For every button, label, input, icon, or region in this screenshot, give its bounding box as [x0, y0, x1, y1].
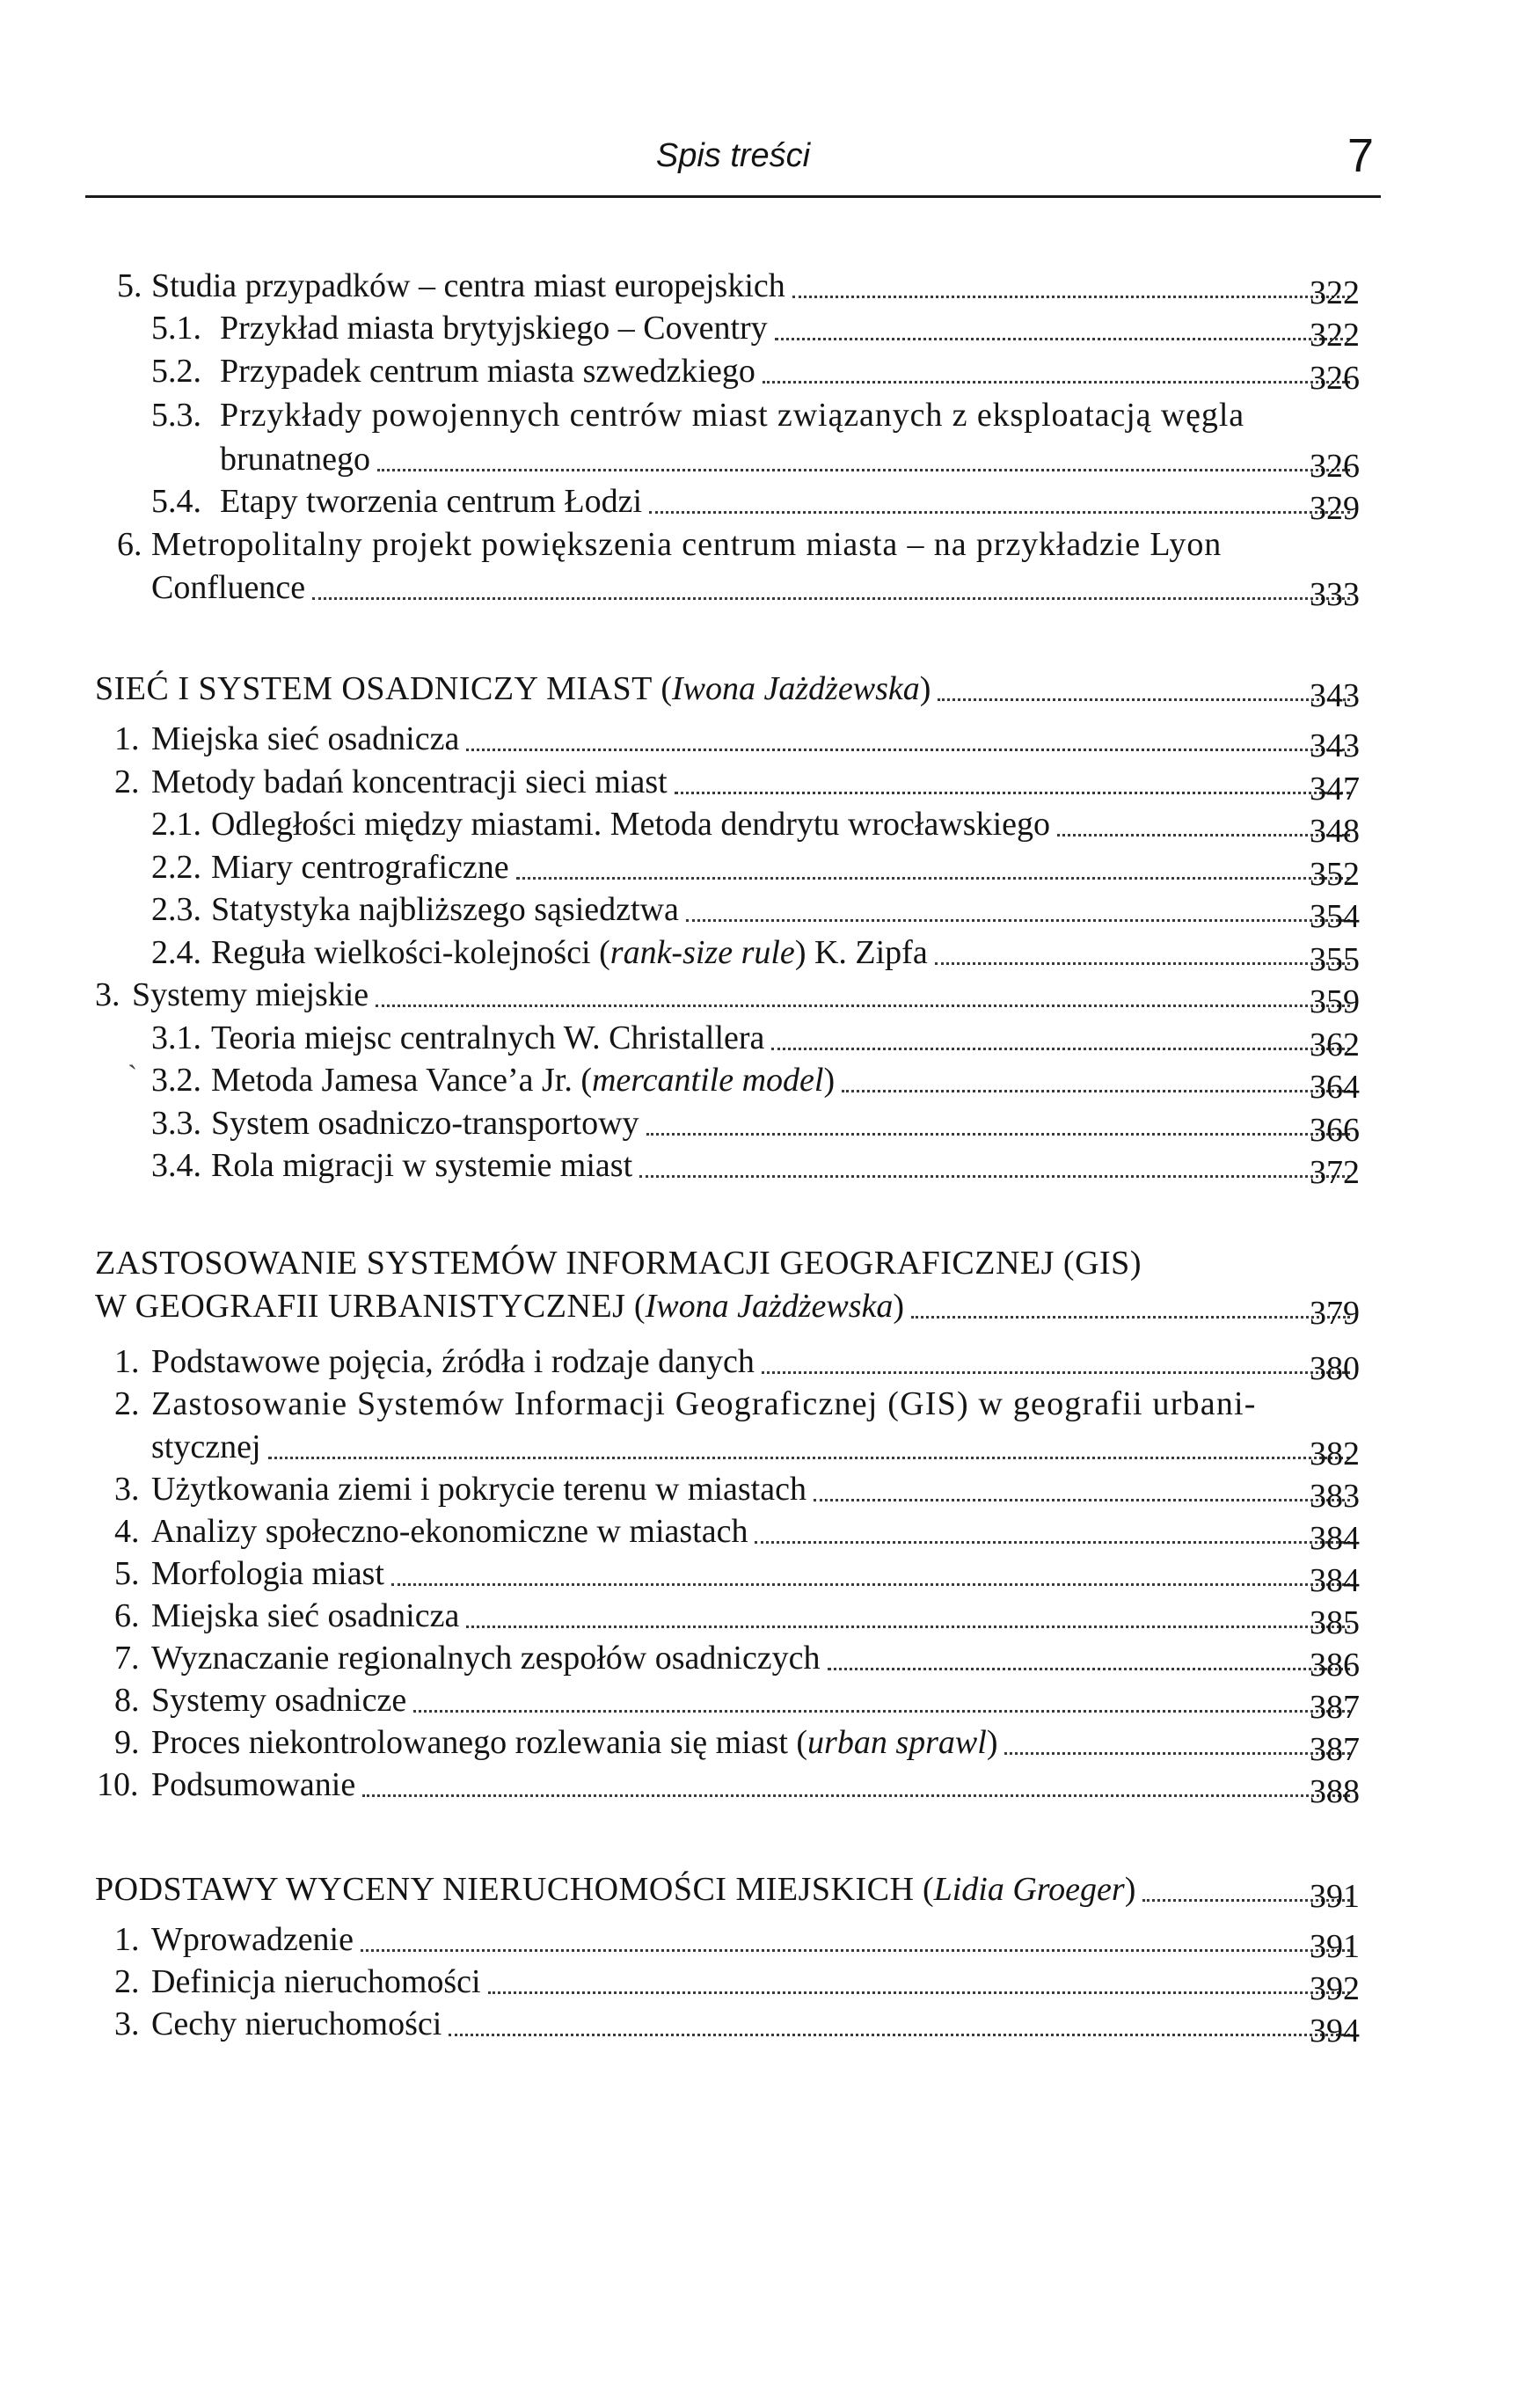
toc-entry-line1: 2. Zastosowanie Systemów Informacji Geograficznej (GIS) w geografii urbani- — [114, 1385, 1257, 1422]
toc-entry: 2. Definicja nieruchomości 392 — [114, 1963, 1360, 2007]
toc-entry: 7. Wyznaczanie regionalnych zespołów osadniczych 386 — [114, 1640, 1360, 1684]
running-title: Spis treści — [655, 137, 811, 174]
toc-section-heading: SIEĆ I SYSTEM OSADNICZY MIAST (Iwona Jażdżewska) 343 — [95, 670, 1360, 714]
toc-entry: 2. Metody badań koncentracji sieci miast 347 — [114, 763, 1360, 807]
toc-entry: 9. Proces niekontrolowanego rozlewania się miast (urban sprawl) 387 — [114, 1724, 1360, 1768]
toc-entry: 5.2. Przypadek centrum miasta szwedzkiego 326 — [151, 353, 1360, 397]
toc-entry: stycznej 382 — [151, 1428, 1360, 1472]
toc-entry: 2.1. Odległości między miastami. Metoda dendrytu wrocławskiego 348 — [151, 806, 1360, 850]
toc-entry: 2.2. Miary centrograficzne 352 — [151, 849, 1360, 893]
toc-entry: 1. Miejska sieć osadnicza 343 — [114, 720, 1360, 764]
toc-entry: 3. Cechy nieruchomości 394 — [114, 2005, 1360, 2049]
toc-entry-line1: 6. Metropolitalny projekt powiększenia centrum miasta – na przykładzie Lyon — [117, 526, 1223, 563]
toc-entry: 3.2. Metoda Jamesa Vance’a Jr. (mercantile model) 364 — [151, 1062, 1360, 1106]
toc-entry: 5. Morfologia miast 384 — [114, 1555, 1360, 1599]
toc-entry: 2.3. Statystyka najbliższego sąsiedztwa 354 — [151, 891, 1360, 935]
toc-entry: 5.4. Etapy tworzenia centrum Łodzi 329 — [151, 483, 1360, 527]
toc-entry: 3.3. System osadniczo-transportowy 366 — [151, 1105, 1360, 1149]
toc-entry: 1. Wprowadzenie 391 — [114, 1921, 1360, 1965]
toc-entry: 3.1. Teoria miejsc centralnych W. Christallera 362 — [151, 1019, 1360, 1063]
toc-section-heading: PODSTAWY WYCENY NIERUCHOMOŚCI MIEJSKICH (Lidia Groeger) 391 — [95, 1871, 1360, 1915]
toc-entry-line1: 5.3. Przykłady powojennych centrów miast związanych z eksploatacją węgla — [151, 397, 1245, 434]
toc-entry: 5. Studia przypadków – centra miast europejskich 322 — [117, 267, 1360, 311]
toc-entry: 8. Systemy osadnicze 387 — [114, 1682, 1360, 1726]
page-number: 7 — [1347, 129, 1374, 182]
toc-entry: 2.4. Reguła wielkości-kolejności (rank-size rule) K. Zipfa 355 — [151, 934, 1360, 978]
toc-entry: 3. Systemy miejskie 359 — [95, 976, 1360, 1020]
toc-entry: 6. Miejska sieć osadnicza 385 — [114, 1597, 1360, 1641]
running-header — [85, 129, 1381, 198]
toc-section-heading: W GEOGRAFII URBANISTYCZNEJ (Iwona Jażdżewska) 379 — [95, 1288, 1360, 1332]
toc-entry: 1. Podstawowe pojęcia, źródła i rodzaje danych 380 — [114, 1343, 1360, 1387]
stray-mark: ` — [128, 1060, 138, 1092]
toc-entry: 3. Użytkowania ziemi i pokrycie terenu w miastach 383 — [114, 1471, 1360, 1515]
toc-entry: 3.4. Rola migracji w systemie miast 372 — [151, 1147, 1360, 1191]
toc-entry: Confluence 333 — [151, 569, 1360, 613]
toc-entry: 10. Podsumowanie 388 — [97, 1766, 1360, 1810]
toc-section-heading-line1: ZASTOSOWANIE SYSTEMÓW INFORMACJI GEOGRAFICZNEJ (GIS) — [95, 1245, 1142, 1282]
toc-entry: 4. Analizy społeczno-ekonomiczne w miastach 384 — [114, 1513, 1360, 1557]
toc-entry: 5.1. Przykład miasta brytyjskiego – Coventry 322 — [151, 310, 1360, 354]
toc-entry: brunatnego 326 — [220, 441, 1360, 485]
